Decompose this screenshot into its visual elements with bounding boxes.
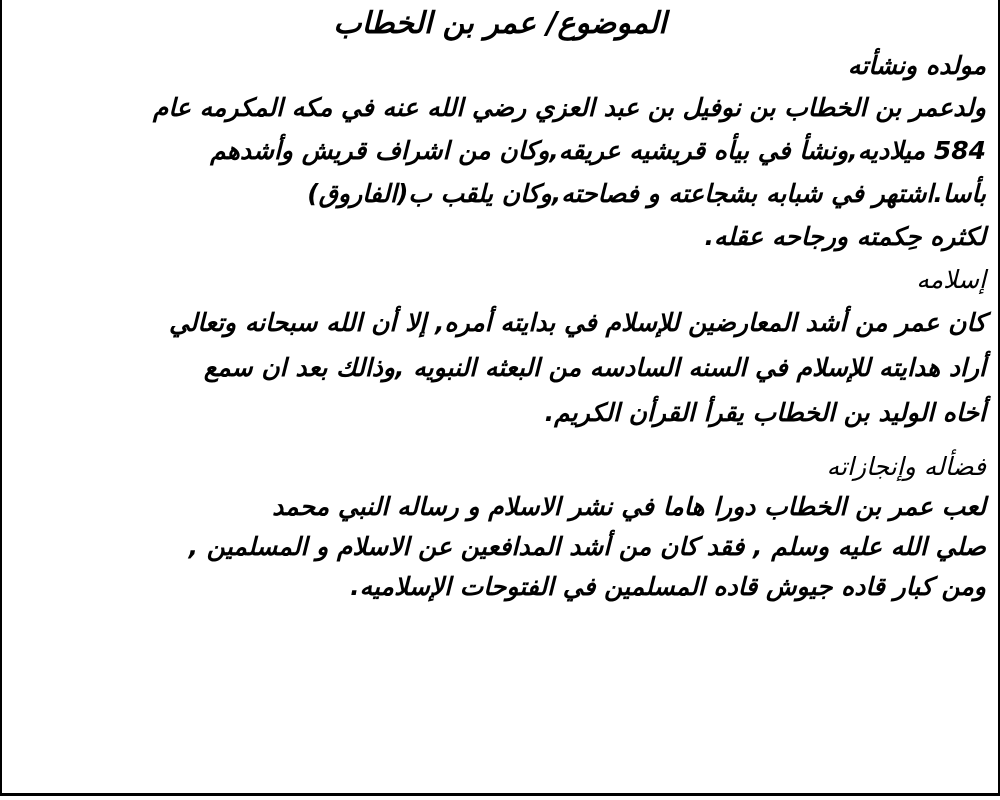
paragraph-line: لكثره حِكمته ورجاحه عقله. (704, 222, 986, 251)
paragraph-line: ولدعمر بن الخطاب بن نوفيل بن عبد العزي رضي الله عنه في مكه المكرمه عام (152, 93, 986, 122)
section-paragraph-virtues (14, 487, 986, 607)
section-paragraph-islam (14, 300, 986, 435)
paragraph-line: أراد هدايته للإسلام في السنه السادسه من البعثه النبويه ,وذالك بعد ان سمع (203, 353, 986, 382)
section-heading-birth: مولده ونشأته (847, 51, 986, 80)
section-heading-islam: إسلامه (916, 265, 986, 294)
paragraph-line: ومن كبار قاده جيوش قاده المسلمين في الفتوحات الإسلاميه. (350, 572, 986, 601)
paragraph-line: 584 ميلاديه,ونشأ في بيأه قريشيه عريقه,وكان من اشراف قريش وأشدهم (210, 136, 986, 165)
document-title: الموضوع/ عمر بن الخطاب (333, 6, 667, 41)
paragraph-line: صلي الله عليه وسلم , فقد كان من أشد المدافعين عن الاسلام و المسلمين , (188, 532, 986, 561)
section-islam (14, 260, 986, 435)
section-birth (14, 46, 986, 258)
section-paragraph-birth (14, 86, 986, 258)
paragraph-line: لعب عمر بن الخطاب دورا هاما في نشر الاسلام و رساله النبي محمد (272, 492, 986, 521)
paragraph-line: أخاه الوليد بن الخطاب يقرأ القرأن الكريم. (544, 398, 986, 427)
section-heading-virtues: فضأله وإنجازاته (826, 452, 986, 481)
paragraph-line: كان عمر من أشد المعارضين للإسلام في بدايته أمره, إلا أن الله سبحانه وتعالي (168, 308, 986, 337)
document-body (2, 2, 998, 607)
paragraph-line: بأسا.اشتهر في شبابه بشجاعته و فصاحته,وكان يلقب ب(الفاروق) (307, 179, 986, 208)
section-virtues (14, 447, 986, 607)
